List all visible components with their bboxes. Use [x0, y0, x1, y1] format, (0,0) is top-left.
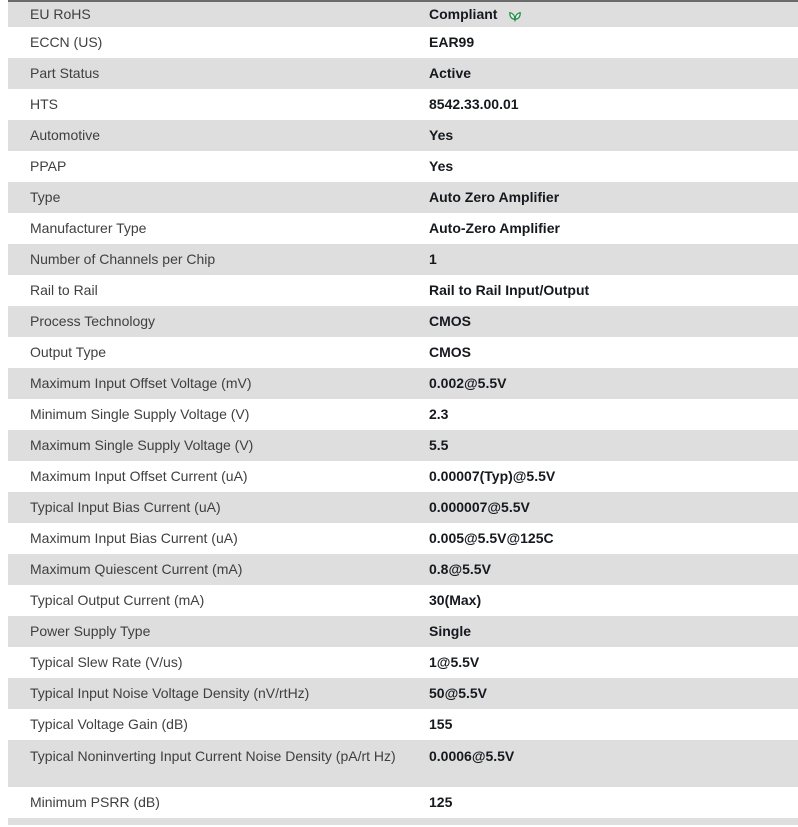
spec-value-text: Yes	[429, 127, 454, 144]
spec-attribute-value	[429, 405, 798, 423]
spec-attribute-label: Minimum PSRR (dB)	[30, 794, 160, 811]
spec-attribute-label: Typical Noninverting Input Current Noise Density (pA/rt Hz)	[30, 748, 396, 764]
spec-attribute-value	[429, 95, 798, 113]
spec-value-text: 0.002@5.5V	[429, 375, 507, 392]
spec-value-text: 5.5	[429, 437, 449, 454]
product-specifications-table	[8, 0, 798, 825]
spec-attribute-value	[429, 281, 798, 299]
spec-row	[8, 709, 798, 740]
spec-attribute-value	[429, 467, 798, 485]
spec-attribute-value	[429, 126, 798, 144]
spec-row	[8, 306, 798, 337]
spec-attribute-label: Maximum Quiescent Current (mA)	[30, 561, 243, 578]
spec-value-text: 8542.33.00.01	[429, 96, 519, 113]
spec-value-text: 0.00007(Typ)@5.5V	[429, 468, 556, 485]
spec-row	[8, 275, 798, 306]
spec-attribute-value	[429, 436, 798, 454]
spec-attribute-value	[429, 529, 798, 547]
spec-attribute-value	[429, 498, 798, 516]
spec-attribute-value	[429, 653, 798, 671]
spec-value-text: CMOS	[429, 344, 471, 361]
spec-value-text: 0.0006@5.5V	[429, 748, 515, 764]
spec-row	[8, 616, 798, 647]
spec-attribute-label: EU RoHS	[30, 6, 91, 23]
spec-row	[8, 213, 798, 244]
spec-value-text: Auto Zero Amplifier	[429, 189, 560, 206]
spec-attribute-label: Maximum Input Offset Voltage (mV)	[30, 375, 252, 392]
spec-attribute-label: Typical Input Bias Current (uA)	[30, 499, 221, 516]
spec-attribute-value	[429, 219, 798, 237]
spec-value-text: 0.8@5.5V	[429, 561, 491, 578]
spec-row	[8, 368, 798, 399]
spec-row	[8, 244, 798, 275]
spec-attribute-label: Typical Output Current (mA)	[30, 592, 205, 609]
spec-row	[8, 430, 798, 461]
spec-attribute-value	[429, 747, 798, 765]
spec-row	[8, 89, 798, 120]
spec-attribute-label: Maximum Input Bias Current (uA)	[30, 530, 238, 547]
spec-value-text: 1	[429, 251, 437, 268]
spec-value-text: 2.3	[429, 406, 449, 423]
spec-value-text: 50@5.5V	[429, 685, 488, 702]
spec-value-text: 1@5.5V	[429, 654, 480, 671]
spec-attribute-label: Number of Channels per Chip	[30, 251, 216, 268]
spec-rows	[8, 2, 798, 825]
spec-value-text: 125	[429, 794, 453, 811]
spec-value-text: Rail to Rail Input/Output	[429, 282, 590, 299]
spec-attribute-label: ECCN (US)	[30, 34, 103, 51]
spec-attribute-label: Process Technology	[30, 313, 156, 330]
spec-attribute-value	[429, 5, 798, 23]
spec-row	[8, 337, 798, 368]
spec-row	[8, 120, 798, 151]
spec-attribute-label: Rail to Rail	[30, 282, 98, 299]
spec-attribute-label: Maximum Input Offset Current (uA)	[30, 468, 248, 485]
spec-value-text: 0.005@5.5V@125C	[429, 530, 554, 547]
spec-value-text: 0.000007@5.5V	[429, 499, 530, 516]
spec-value-text: 30(Max)	[429, 592, 482, 609]
spec-attribute-label: Automotive	[30, 127, 101, 144]
spec-attribute-label: HTS	[30, 96, 58, 113]
spec-row	[8, 554, 798, 585]
spec-attribute-label: Typical Input Noise Voltage Density (nV/rtHz)	[30, 685, 310, 702]
spec-row	[8, 27, 798, 58]
spec-row	[8, 58, 798, 89]
spec-attribute-label: Output Type	[30, 344, 107, 361]
spec-attribute-value	[429, 591, 798, 609]
spec-value-text: CMOS	[429, 313, 471, 330]
spec-attribute-label: Part Status	[30, 65, 100, 82]
spec-attribute-label: Typical Voltage Gain (dB)	[30, 716, 188, 733]
spec-attribute-value	[429, 343, 798, 361]
spec-row	[8, 647, 798, 678]
spec-attribute-label: Maximum Single Supply Voltage (V)	[30, 437, 254, 454]
spec-attribute-value	[429, 157, 798, 175]
spec-attribute-value	[429, 560, 798, 578]
spec-value-text: Single	[429, 623, 472, 640]
spec-attribute-value	[429, 250, 798, 268]
spec-row	[8, 492, 798, 523]
spec-attribute-label: Power Supply Type	[30, 623, 151, 640]
spec-row	[8, 182, 798, 213]
spec-value-text: Compliant	[429, 6, 498, 23]
spec-row	[8, 818, 798, 825]
spec-value-text: Active	[429, 65, 472, 82]
spec-row	[8, 399, 798, 430]
spec-attribute-value	[429, 622, 798, 640]
spec-row	[8, 151, 798, 182]
spec-attribute-value	[429, 374, 798, 392]
spec-row	[8, 585, 798, 616]
spec-attribute-value	[429, 188, 798, 206]
spec-row	[8, 461, 798, 492]
spec-attribute-label: PPAP	[30, 158, 67, 175]
spec-attribute-value	[429, 684, 798, 702]
spec-attribute-value	[429, 312, 798, 330]
spec-attribute-label: Minimum Single Supply Voltage (V)	[30, 406, 250, 423]
spec-attribute-value	[429, 64, 798, 82]
spec-row	[8, 678, 798, 709]
spec-row	[8, 787, 798, 818]
spec-value-text: EAR99	[429, 34, 475, 51]
spec-attribute-value	[429, 33, 798, 51]
spec-attribute-value	[429, 715, 798, 733]
spec-attribute-label: Typical Slew Rate (V/us)	[30, 654, 183, 671]
spec-row	[8, 740, 798, 787]
spec-value-text: Auto-Zero Amplifier	[429, 220, 560, 237]
spec-value-text: Yes	[429, 158, 454, 175]
spec-attribute-value	[429, 793, 798, 811]
spec-row	[8, 523, 798, 554]
rohs-compliant-leaf-icon	[507, 7, 523, 22]
spec-attribute-label: Manufacturer Type	[30, 220, 147, 237]
spec-attribute-label: Type	[30, 189, 61, 206]
spec-value-text: 155	[429, 716, 453, 733]
spec-row	[8, 2, 798, 27]
